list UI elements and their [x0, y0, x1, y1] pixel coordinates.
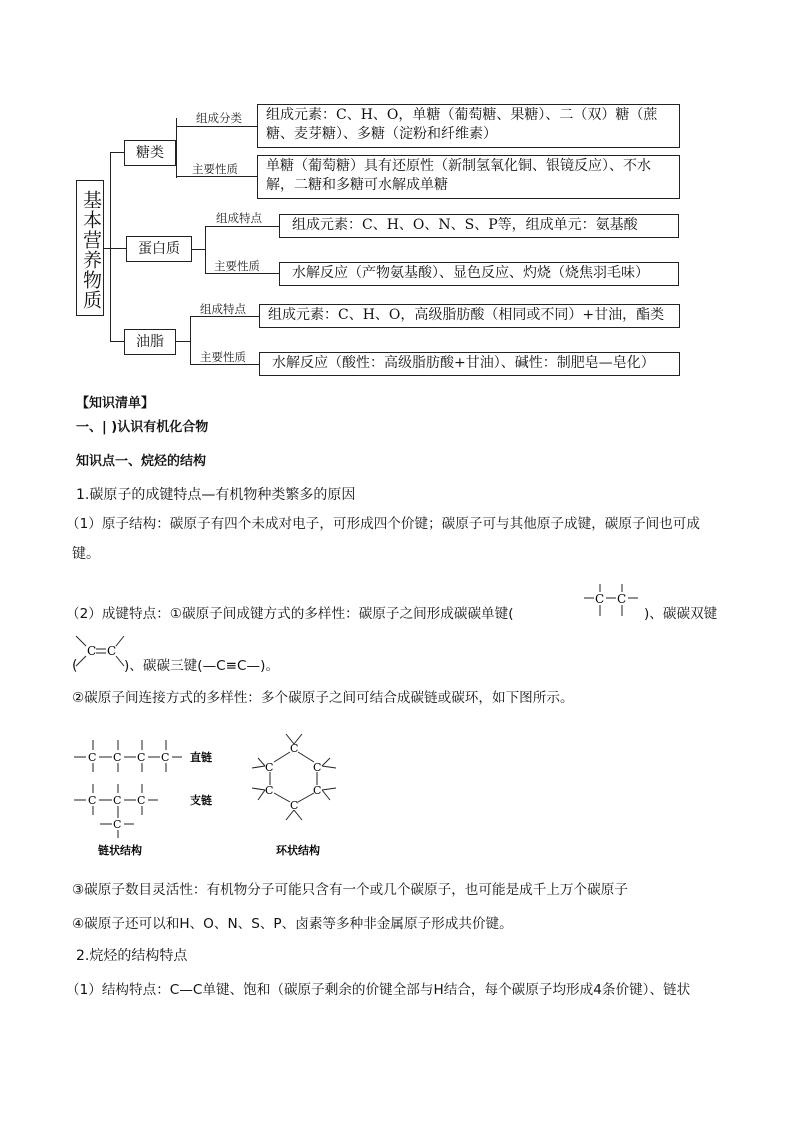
ring-h-3b	[322, 790, 330, 800]
chain1-c3: C	[137, 751, 146, 764]
knowledge-point-1: 知识点一、烷烃的结构	[76, 454, 207, 469]
sugar-branch-1	[185, 126, 257, 127]
brace-vertical	[110, 152, 111, 342]
ring-h-6b	[258, 758, 265, 766]
branch-c: C	[113, 818, 122, 831]
fat-branch-vertical	[190, 316, 191, 365]
sugar-composition-detail: 组成元素：C、H、O，单糖（葡萄糖、果糖）、二（双）糖（蔗糖、麦芽糖）、多糖（淀粉和纤维素）	[257, 104, 680, 148]
part-one-heading: 一、| )认识有机化合物	[76, 420, 209, 435]
chain2-c2: C	[113, 794, 122, 807]
para-1-2-line1-pre: （2）成键特点：①碳原子间成键方式的多样性：碳原子之间形成碳碳单键(	[66, 606, 514, 622]
db-upper-right	[116, 636, 124, 646]
db-carbon-2: C	[107, 644, 117, 658]
ring-bond-4	[274, 793, 290, 802]
label-straight-chain: 直链	[190, 751, 212, 764]
fat-property-detail: 水解反应（酸性：高级脂肪酸+甘油）、碱性：制肥皂—皂化）	[259, 352, 680, 376]
protein-join	[192, 249, 205, 250]
ring-bond-6	[274, 752, 290, 762]
ring-c5: C	[265, 784, 274, 797]
sugar-label-property: 主要性质	[192, 162, 238, 176]
chain2-c3: C	[137, 794, 146, 807]
ring-bond-1	[298, 752, 314, 762]
label-branch-chain: 支链	[190, 794, 212, 807]
ring-h-2b	[322, 766, 336, 768]
protein-branch-vertical	[205, 226, 206, 273]
para-1-5: ④碳原子还可以和H、O、N、S、P、卤素等多种非金属原子形成共价键。	[72, 916, 513, 932]
para-2-1: （1）结构特点：C—C单键、饱和（碳原子剩余的价键全部与H结合，每个碳原子均形成4条价键）、链状	[66, 982, 691, 998]
para-1-4: ③碳原子数目灵活性：有机物分子可能只含有一个或几个碳原子，也可能是成千上万个碳原子	[72, 882, 628, 898]
para-2-title: 2.烷烃的结构特点	[76, 948, 188, 964]
ring-c2: C	[313, 761, 322, 774]
sugar-join	[176, 126, 185, 127]
fat-label-property: 主要性质	[200, 350, 246, 364]
ring-c4: C	[290, 799, 299, 812]
ring-h-2a	[322, 758, 330, 766]
protein-branch-1	[205, 226, 279, 227]
para-1-1-line2: 键。	[72, 546, 100, 562]
ring-h-5b	[258, 790, 265, 800]
brace-bottom	[110, 341, 124, 342]
protein-label-composition: 组成特点	[216, 211, 262, 225]
ring-bond-3	[298, 793, 314, 802]
sb-carbon-1: C	[595, 592, 605, 606]
para-1-2-line2-post: )、碳碳三键(—C≡C—)。	[124, 658, 280, 674]
ring-h-5a	[252, 788, 265, 790]
carbon-ring-figure	[250, 730, 360, 860]
brace-top	[110, 152, 124, 153]
knowledge-list-header: 【知识清单】	[76, 396, 155, 411]
ring-c3: C	[313, 784, 322, 797]
chain2-c1: C	[88, 794, 97, 807]
para-1-2-line2-pre: (	[72, 658, 78, 674]
db-carbon-1: C	[87, 644, 97, 658]
fat-composition-detail: 组成元素：C、H、O，高级脂肪酸（相同或不同）+甘油，酯类	[259, 304, 680, 328]
sugar-join2	[176, 176, 185, 177]
ring-h-3a	[322, 788, 336, 790]
protein-composition-detail: 组成元素：C、H、O、N、S、P等，组成单元：氨基酸	[279, 214, 679, 238]
carbon-chain-figure	[70, 730, 250, 860]
para-1-3: ②碳原子间连接方式的多样性：多个碳原子之间可结合成碳链或碳环，如下图所示。	[72, 690, 574, 706]
root-node: 基本营养物质	[76, 180, 104, 316]
category-sugar: 糖类	[124, 140, 176, 166]
caption-chain: 链状结构	[98, 844, 142, 857]
db-upper-left	[76, 636, 86, 646]
ring-h-6a	[252, 766, 265, 768]
chain1-c4: C	[161, 751, 170, 764]
para-1-title: 1.碳原子的成键特点—有机物种类繁多的原因	[76, 487, 356, 503]
chain1-c2: C	[113, 751, 122, 764]
caption-ring: 环状结构	[276, 844, 320, 857]
sugar-label-composition: 组成分类	[196, 111, 242, 125]
para-1-1-line1: （1）原子结构：碳原子有四个未成对电子，可形成四个价键；碳原子可与其他原子成键，碳原子间也可成	[66, 516, 700, 532]
fat-label-composition: 组成特点	[200, 302, 246, 316]
double-bond-structure	[72, 632, 128, 672]
sugar-property-detail: 单糖（葡萄糖）具有还原性（新制氢氧化铜、银镜反应）、不水解，二糖和多糖可水解成单糖	[257, 155, 680, 199]
protein-label-property: 主要性质	[214, 259, 260, 273]
sugar-branch-vertical	[176, 118, 177, 178]
sb-carbon-2: C	[617, 592, 627, 606]
protein-property-detail: 水解反应（产物氨基酸）、显色反应、灼烧（烧焦羽毛味）	[279, 262, 679, 286]
para-1-2-line1-post: )、碳碳双键	[644, 606, 718, 622]
category-protein: 蛋白质	[126, 236, 192, 262]
fat-join	[176, 341, 190, 342]
ring-c1: C	[290, 742, 299, 755]
chain1-c1: C	[88, 751, 97, 764]
db-lower-left	[76, 656, 86, 666]
single-bond-structure	[582, 582, 642, 622]
db-lower-right	[116, 656, 124, 666]
brace-mid	[110, 248, 126, 249]
category-fat: 油脂	[124, 329, 176, 355]
ring-c6: C	[265, 761, 274, 774]
